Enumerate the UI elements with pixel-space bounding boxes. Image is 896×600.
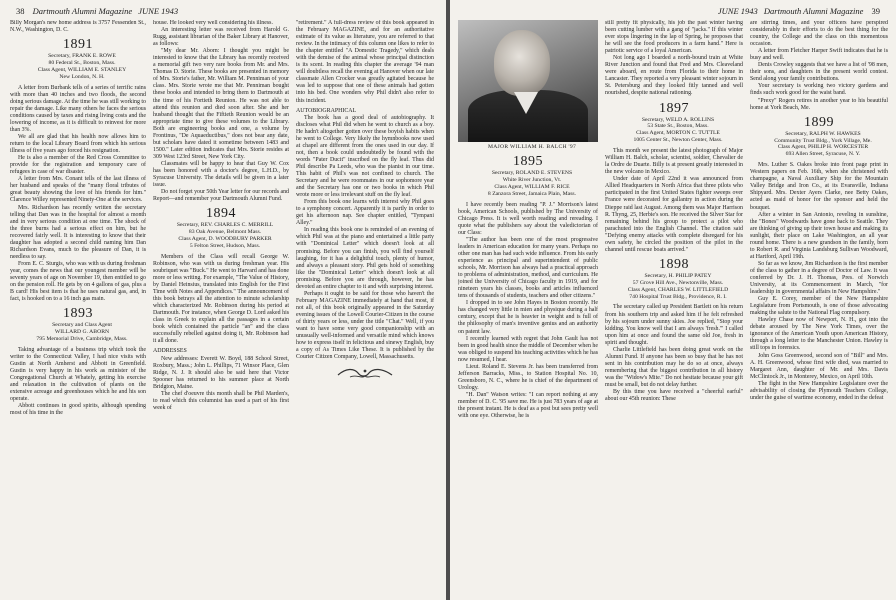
paragraph: The book has a good deal of autobiography. It discloses what Phil did when he went to church as a boy. He hadn't altogether gotten over these boyish habits when he went to College. Very likely the hymnbooks now used at chapel are different from the ones used in our day. If not, then a book could undoubtedly be found with the words "Pater Ducit" inscribed on the fly leaf. Thus did Phil describe Pa Leeds, who was the pianist in our time. This habit of Phil's was not confined to church. The Secretary and he were roommates in our sophomore year and the Secretary has one or two books in which Phil wrote more or less irrelevant stuff on the fly leaf. [296,114,434,199]
class-secretary-name: WILLARD G. ABORN [54,329,110,336]
paragraph: From this book one learns with interest why Phil goes to a symphony concert. Apparently it is partly in order to get his afternoon nap. See chapter entitled, "Tympani Alley." [296,199,434,227]
class-year-heading: 1894 [206,206,236,222]
left-column-1 [10,20,146,598]
paragraph: "My dear Mr. Aborn: I thought you might be interested to know that the Library has recently received a memorial gift two very rare books from Mr. and Mrs. Thomas D. Storie. These books are presented in memory of Mrs. Storie's father, Mr. William M. Penniman of your class. Mrs. Storie wrote me that Mr. Penniman bought these books and intended to bring them to Dartmouth at the time of his Fortieth Reunion. He was not able to attend this reunion and died soon after. She and her husband thought that the Fiftieth Reunion would be an appropriate time to give these volumes to the Library. Both are engineering books and one, a volume by Frontinus, "De Aquaeductibus," does not bear any date, but scholars have dated it sometime between 1483 and 1500." Later edition indicates that Mrs. Storie resides at 309 West 123rd Street, New York City. [153,48,289,160]
class-agent-address: 740 Hospital Trust Bldg., Providence, R. I. [629,293,727,300]
paragraph: Hawley Chase now of Newport, N. H., got into the debate aroused by The New York Times, over the ignorance of the American Youth upon American History, through a long letter to the Manchester Union. Hawley is still tops in forensics. [750,317,888,352]
paragraph: "The author has been one of the most progressive leaders in American education for many years. Perhaps no other one man has had such wide influence. From his early experience as principal and superintendent of public schools, Mr. Morrison has always had a practical approach to problems of administration, method, and curriculum. He joined the University of Chicago faculty in 1919, and for nineteen years his classes, books and articles influenced tens of thousands of students, teachers and other citizens." [458,236,598,300]
paragraph: The secretary called up President Bartlett on his return from his southern trip and asked him if he felt refreshed by his sojourn under sunny skies. Joe replied, "Stop your kidding. You know well that I am always 'fresh.'" I called upon him at once and found the same old Joe, fresh in spirit and thought. [605,304,743,346]
paragraph: We all are glad that his health now allows him to return to the local Library Board from which his serious illness of five years ago forced his resignation. [10,134,146,155]
class-agent: Class Agent, WILLIAM E. STANLEY [37,66,127,73]
paragraph: Billy Morgan's new home address is 3757 Fessenden St., N.W., Washington, D. C. [10,20,146,34]
magazine-title: Dartmouth Alumni Magazine [763,6,864,16]
paragraph: A letter from Mrs. Conant tells of the last illness of her husband and speaks of the "many floral tributes of great beauty showing the love of his friends for him." Clarence Willey represented Ninety-One at the services. [10,176,146,204]
paragraph: After a winter in San Antonio, reveling in sunshine, the "Bones" Woodwards have gone back to Seattle. They are thinking of giving up their town house and making its sunlight, their place on Lake Washington, an all year round home. There is a new grandson in the family, born to Robert R. and Virginia Landsburg Sullivan Woodward, at Hartford, April 19th. [750,211,888,260]
paragraph: still pretty fit physically, his job the past winter having been cutting lumber with a gang of "jacks." If this winter ever stops lingering in the lap of Spring, he proposes that he will see the food producers in a farm hand." Here is patriotic service of a loyal American. [605,20,743,55]
paragraph: Abbott continues in good spirits, although spending most of his time in the [10,403,146,417]
class-secretary: Secretary, WELD A. ROLLINS [641,116,715,123]
paragraph: I dropped in to see John Hayes in Boston recently. He has changed very little in mien and physique during a half century, except that he is heavier in weight and is full of the philosophy of man's inventive genius and an authority on patent law. [458,300,598,335]
paragraph: He is also a member of the Red Cross Committee to provide for the registration and temporary care of refugees in case of war disaster. [10,155,146,176]
paragraph: house. He looked very well considering his illness. [153,20,273,26]
left-page [0,0,446,600]
paragraph: Your secretary is working two victory gardens and finds such work good for the waist band. [750,83,888,97]
class-year-heading: 1899 [804,114,834,130]
class-year-heading: 1898 [659,256,689,272]
class-agent: Class Agent, CHARLES W. LITTLEFIELD [627,286,729,293]
page-number: 38 [16,6,25,16]
paragraph: The fight in the New Hampshire Legislature over the advisability of closing the Plymouth Teachers College, under the guise of wartime economy, ended in the defeat [750,380,888,401]
paragraph: This month we present the latest photograph of Major William H. Balch, scholar, scientist, soldier, Chevalier de la Ordre de Duarte. Billy is at present greatly interested in the new volcano in Mexico. [605,148,743,176]
right-column-3 [750,20,888,598]
right-page-header [718,6,886,16]
paragraph: Do not forget your 50th Year letter for our records and Report—and remember your Dartmouth Alumni Fund. [153,189,289,203]
paragraph: I recently learned with regret that John Gault has not been in good health since the middle of December when he was obliged to suspend his teaching activities which he has now resumed, I hear. [458,335,598,363]
class-secretary: Secretary, FRANK E. ROWE [48,53,116,60]
paragraph: By this time you have received a "cheerful earful" about our 45th reunion: These [605,389,743,403]
class-agent-address: 693 Allen Street, Syracuse, N. Y. [785,151,861,158]
paragraph: Members of the Class will recall George W. Robinson, who was with us during freshman year. His soubriquet was "Buck." He went to Harvard and has done more or less writing. For example, "The Value of History, by Daniel Heinsius, translated into English for the First Time with Notes and Appendices." The announcement of this book betrays all the attention to minute scholarship which characterized Mr. Robinson during his period at Dartmouth. For instance, when George D. Lord asked his class in Greek to explain all the passages in a certain book which contained the particle "an" and the class successfully rebelled against doing it, Mr. Robinson had it all done. [153,253,289,345]
class-secretary: Secretary, ROLAND E. STEVENS [491,170,573,177]
class-agent: Class Agent, MORTON C. TUTTLE [636,130,720,137]
class-agent: Class Agent, WILLIAM F. RICE [494,183,570,190]
class-year-heading: 1897 [659,100,689,116]
paragraph: The chef d'oeuvre this month shall be Phil Marden's, to read which this columnist has used a part of his first week of [153,390,289,411]
paragraph: Charlie Littlefield has been doing great work on the Alumni Fund. If anyone has been so busy that he has not sent in his contribution may he do so at once, always remembering that the biggest contribution in all history was the "Widow's Mite." Do not hesitate because your gift must be small, but do not delay further. [605,346,743,388]
paragraph: New addresses: Everett W. Boyd, 188 School Street, Roxbury, Mass.; John L. Phillips, 71 Winsor Place, Glen Ridge, N. J. It should also be said here that Victor Spooner has returned to his summer place at North Bridgton, Maine. [153,355,289,390]
class-secretary-address: 57 Grove Hill Ave., Newtonville, Mass. [632,279,724,286]
section-heading: ADDRESSES [153,348,187,355]
class-year-heading: 1891 [63,37,93,53]
paragraph: "Prexy" Rogers retires in another year to his beautiful home at York Beach, Me. [750,97,888,111]
paragraph: Under date of April 22nd it was announced from Allied Headquarters in North Africa that three pilots who participated in the first United States fighter sweeps over France were decorated for gallantry in action during the Dieppe raid last August. Among them was Major Harrison R. Thyng, 25, Herbie's son. He received the Silver Star for remaining behind his group to protect a pilot who parachuted into the English Channel. The citation said "Defying enemy attacks with complete disregard for his own safety, he circled the position of the pilot in the channel until rescue boats arrived." [605,176,743,253]
paragraph: Mrs. Luther S. Oakes broke into front page print in Western papers on Feb. 16th, when she christened with champagne, a Naval Auxiliary Ship for the Mountain Valley Bridge and Iron Co., at its Evansville, Indiana Shipyard. Mrs. Dexter Ayers Clarke, nee Betty Oakes, acted as maid of honor for the sponsor and held the bouquet. [750,162,888,211]
paragraph: In reading this book one is reminded of an evening of which Phil was at the piano and entertained a little party with "Dominical Letter" which doesn't look at all promising. Before you can finish, you will find yourself laughing, for it has a delightful touch, plenty of humor, and always a pleasant story. Phil gets hold of something like the "Dominical Letter" which doesn't look at all promising. Before you are through, however, he has devoted an entire chapter to it and with surprising interest. [296,227,434,290]
left-column-2 [153,20,289,598]
class-agent: Class Agent, PHILIP H. WORCESTER [777,144,869,151]
class-secretary: Secretary, REV. CHARLES C. MERRILL [176,222,274,229]
class-agent-address: New London, N. H. [59,73,105,80]
issue-date: JUNE 1943 [138,6,179,16]
left-page-header [10,6,178,16]
paragraph: So far as we know, Jim Richardson is the first member of the class to gather in a degree of Doctor of Law. It was conferred by Dr. J. H. Thomas, Pres. of Norwich University, at its Commencement in March, "for leadership in governmental affairs in New Hampshire." [750,260,888,296]
paragraph: I have recently been reading "P. J." Morrison's latest book, American Schools, published by The University of Chicago Press. It is well worth reading and rereading. I quote what the publishers say about the valedictorian of our Class: [458,201,598,236]
paragraph: "H. Dan" Watson writes: "I can report nothing at any member of D. C. '95 save me. He is just 783 years of age at the present instant. He is deaf as a post but sees pretty well with one eye. Otherwise, he is [458,391,598,420]
class-year-heading: 1895 [513,154,543,170]
right-page [450,0,896,600]
class-agent-address: 5 Felton Street, Hudson, Mass. [189,242,261,249]
class-agent-address: 8 Zanzora Street, Jamaica Plain, Mass. [487,190,577,197]
class-secretary-address: Community Trust Bldg., York Village, Me. [774,137,872,144]
paragraph: From E. C. Sturgis, who was with us during freshman year, comes the news that our youngest member will be seventy years of age on November 19, then entitled to go on the pension roll. He gets by on 4 gallons of gas, plus a B card! His best item is that he uses natural gas, and, in fact, is hooked on to a 16 inch gas main. [10,260,146,303]
right-column-2 [605,20,743,598]
left-column-3 [296,20,434,598]
class-secretary-address: 53 State St., Boston, Mass. [647,123,709,130]
paragraph: A letter from Fletcher Harper Swift indicates that he is busy and well. [750,48,888,62]
portrait-photo [458,20,598,142]
class-agent-address: 1005 Center St., Newton Center, Mass. [633,137,723,144]
magazine-title: Dartmouth Alumni Magazine [32,6,133,16]
paragraph: Mrs. Richardson has recently written the secretary telling that Dan was in the hospital for almost a month and in very serious condition at one time. The shock of the three burns had a serious effect on him, but he recovered fairly well. It is interesting to know that their daughter has adopted a second child naming him Dan Richardson Evans, much to the pleasure of Dan, it is needless to say. [10,204,146,260]
paragraph: A letter from Burbank tells of a series of terrific rains with more than 40 inches and two floods, the second doing serious damage. At the time he was still working to repair the damage. Like many others he faces the serious conditions caused by taxes and rising living costs and the lowering of income, as it is difficult to reinvest for more than 3%. [10,84,146,133]
class-year-heading: 1893 [63,306,93,322]
class-secretary-address: 83 Oak Avenue, Belmont Mass. [188,229,262,236]
photo-caption: MAJOR WILLIAM H. BALCH '97 [487,144,577,150]
paragraph: John Goss Greenwood, second son of "Bill" and Mrs. A. H. Greenwood, whose first wife died, was married to Margaret Ann, daughter of Mr. and Mrs. Davis McClintock Jr., in Monterey, Mexico, on April 10th. [750,352,888,380]
decorative-ornament-icon [336,366,394,380]
paragraph: are stirring times, and your officers have perspired considerably in their efforts to do the best thing for the country, the College and the class on this momentous occasion. [750,20,888,48]
paragraph: Classmates will be happy to hear that Guy W. Cox has been honored with a doctor's degree, L.H.D., by Syracuse University. The details will be given in a later issue. [153,160,289,189]
paragraph: An interesting letter was received from Harold G. Rugg, assistant librarian of the Baker Library at Hanover, as follows: [153,27,289,48]
class-secretary: Secretary and Class Agent [52,322,112,329]
paragraph: "retirement." A full-dress review of this book appeared in the February MAGAZINE, and for an authoritative estimate of its value as literature, you are referred to that review. In the intimacy of this column one likes to refer to the chapter entitled "A Domestic Tragedy," which deals with the demise of the animal whose principal distinction is its scent. In reading this chapter the average '94 man will doubtless recall the evening at Hanover when our late classmate Allen Crocker was greatly agitated because he was led to suppose that one of these animals had gotten into his bed. One wonders why Phil didn't also refer to this incident. [296,20,434,104]
class-secretary-address: 80 Federal St., Boston, Mass. [48,60,116,66]
paragraph: Not long ago I boarded a north-bound train at White River Junction and found that Fred and Mrs. Cleaveland were aboard, en route from Florida to their home in Lancaster. They reported a very pleasant winter sojourn in St. Petersburg and they looked fitly tanned and well nourished, despite national rationing. [605,55,743,97]
paragraph: Denis Crowley suggests that we have a list of '98 men, their sons, and daughters in the present world contest. Send along your family contributions. [750,62,888,83]
paragraph: Lieut. Roland E. Stevens Jr. has been transferred from Jefferson Barracks, Miss., to Station Hospital No. 10, Greensboro, N. C., where he is chief of the department of Urology. [458,363,598,391]
paragraph: Guy E. Corey, member of the New Hampshire Legislature from Portsmouth, is one of those advocating making the salute to the National Flag compulsory. [750,296,888,317]
class-agent: Class Agent, D. WOODBURY PARKER [178,236,272,243]
paragraph: Perhaps it ought to be said for those who haven't the February MAGAZINE immediately at hand that most, if not all, of this book originally appeared in the Saturday evening issues of the Lowell Courier-Citizen in the course of thirty years or less, under the title "Chat." Well, if you want to have some very good companionship with an unusually well-informed and versatile mind which knows how to express itself in felicitous and sinewy English, buy a copy of As Times Like These. It is published by the Courier Citizen Company, Lowell, Massachusetts. [296,290,434,361]
class-secretary-address: 795 Memorial Drive, Cambridge, Mass. [36,335,128,342]
paragraph: Taking advantage of a business trip which took the writer to the Connecticut Valley, I had nice visits with Gustin at North Amherst and Abbott in Greenfield. Gustin is very happy in his work as minister of the Congregational Church at Whately, getting his exercise and relaxation in the cultivation of plants on the extensive acreage and greenhouses which he and his son operate. [10,346,146,403]
right-column-1 [458,20,598,598]
class-secretary: Secretary, H. PHILIP PATEY [644,272,712,279]
issue-date: JUNE 1943 [717,6,758,16]
page-number: 39 [871,6,880,16]
class-secretary-address: White River Junction, Vt. [502,176,562,183]
section-heading: AUTOBIOGRAPHICAL [296,107,357,114]
class-secretary: Secretary, RALPH W. HAWKES [785,130,861,137]
